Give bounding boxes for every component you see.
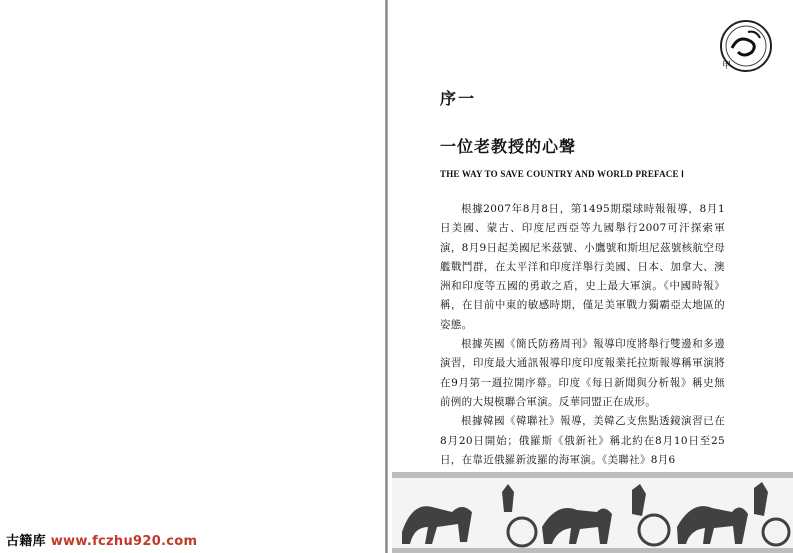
left-page (0, 0, 386, 553)
svg-text:甲: 甲 (722, 61, 732, 71)
paragraph: 根據英國《簡氏防務周刊》報導印度將舉行雙邊和多邊演習，印度最大通訊報導印度印度報業托拉斯報導稱軍演將在9月第一週拉開序幕。印度《每日新聞與分析報》稱史無前例的大規模聯合軍演。反華同盟正在成形。 (440, 338, 725, 408)
chapter-subtitle: THE WAY TO SAVE COUNTRY AND WORLD PREFACE Ⅰ (440, 169, 684, 179)
seal-stamp-icon (718, 18, 774, 74)
body-text (440, 200, 725, 470)
watermark (6, 530, 197, 549)
paragraph: 根據韓國《韓聯社》報導，美韓乙支焦點透鏡演習已在8月20日開始；俄羅斯《俄新社》稱北約在8月10日至25日，在靠近俄羅新波羅的海軍演。《美聯社》8月6 (440, 415, 725, 466)
paragraph: 根據2007年8月8日，第1495期環球時報報導，8月1日美國、蒙古、印度尼西亞等九國舉行2007可汗探索軍演，8月9日起美國尼米茲號、小鷹號和斯坦尼茲號核航空母艦戰鬥群，在太平洋和印度洋舉行美國、日本、加拿大、澳洲和印度等五國的勇敢之盾，史上最大軍演。《中國時報》稱，在目前中東的敏感時期，僅足美軍戰力獨霸亞太地區的姿態。 (440, 203, 725, 331)
chapter-title: 一位老教授的心聲 (440, 137, 577, 156)
chapter-label: 序一 (440, 89, 477, 108)
chariot-frieze-illustration (392, 472, 793, 553)
watermark-site: www.fczhu920.com (50, 534, 198, 549)
watermark-brand: 古籍库 (6, 534, 46, 549)
